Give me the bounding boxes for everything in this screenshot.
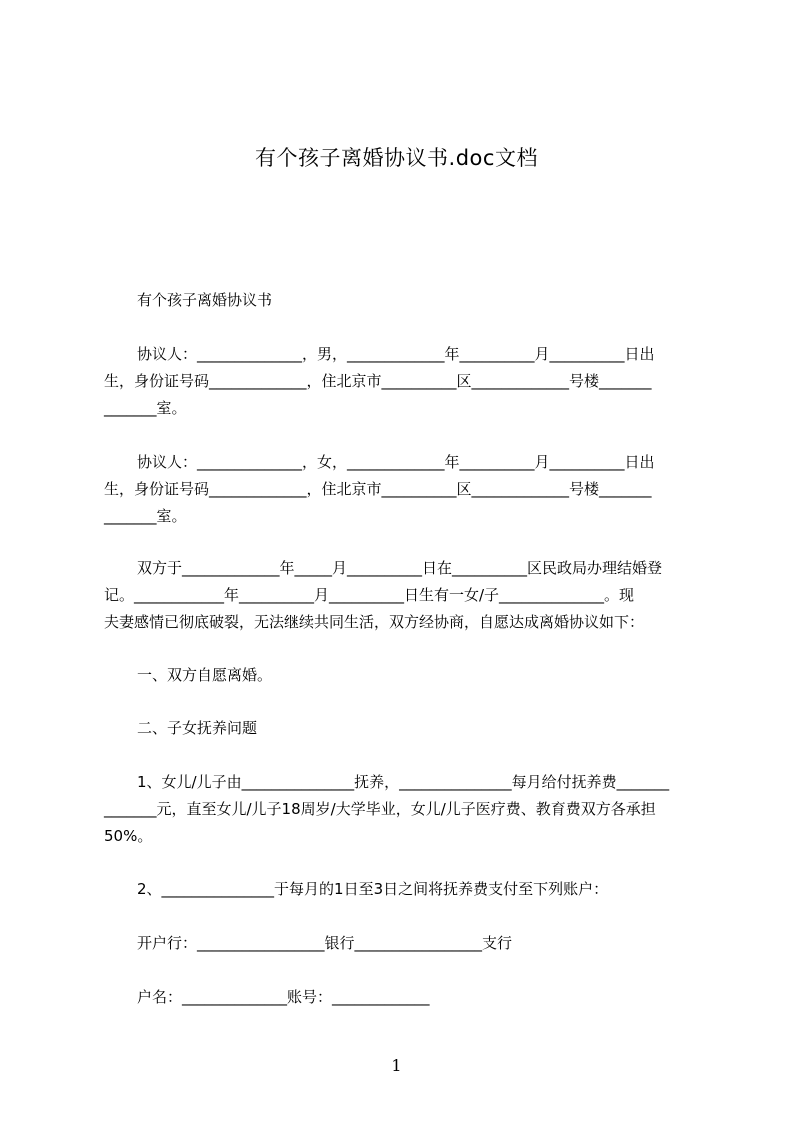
bank-line: 开户行：_________________银行_________________支行 xyxy=(137,934,513,952)
party1-line2: 生，身份证号码_____________，住北京市__________区_____________号楼_______ xyxy=(104,372,652,390)
item1-line2: _______元，直至女儿/儿子18周岁/大学毕业，女儿/儿子医疗费、教育费双方各承担 xyxy=(104,800,656,818)
item1-line3: 50%。 xyxy=(104,827,153,845)
party1-line1: 协议人：______________，男，_____________年__________月__________日出 xyxy=(137,345,655,363)
page-number: 1 xyxy=(391,1056,402,1075)
party1-line3: _______室。 xyxy=(104,399,187,417)
party2-line2: 生，身份证号码_____________，住北京市__________区_____________号楼_______ xyxy=(104,480,652,498)
item1-line1: 1、女儿/儿子由_______________抚养，_______________每月给付抚养费_______ xyxy=(137,773,670,791)
agreement-heading: 有个孩子离婚协议书 xyxy=(137,291,273,309)
party2-line3: _______室。 xyxy=(104,507,187,525)
section-2: 二、子女抚养问题 xyxy=(137,719,258,737)
marriage-line3: 夫妻感情已彻底破裂，无法继续共同生活，双方经协商，自愿达成离婚协议如下： xyxy=(104,613,645,631)
account-line: 户名：______________账号：_____________ xyxy=(137,988,430,1006)
item2-line: 2、_______________于每月的1日至3日之间将抚养费支付至下列账户： xyxy=(137,880,609,898)
section-1: 一、双方自愿离婚。 xyxy=(137,666,273,684)
document-title: 有个孩子离婚协议书.doc文档 xyxy=(255,146,538,170)
marriage-line2: 记。____________年__________月__________日生有一女/子______________。现 xyxy=(104,586,635,604)
party2-line1: 协议人：______________，女，_____________年__________月__________日出 xyxy=(137,453,655,471)
marriage-line1: 双方于_____________年_____月__________日在__________区民政局办理结婚登 xyxy=(137,559,663,577)
